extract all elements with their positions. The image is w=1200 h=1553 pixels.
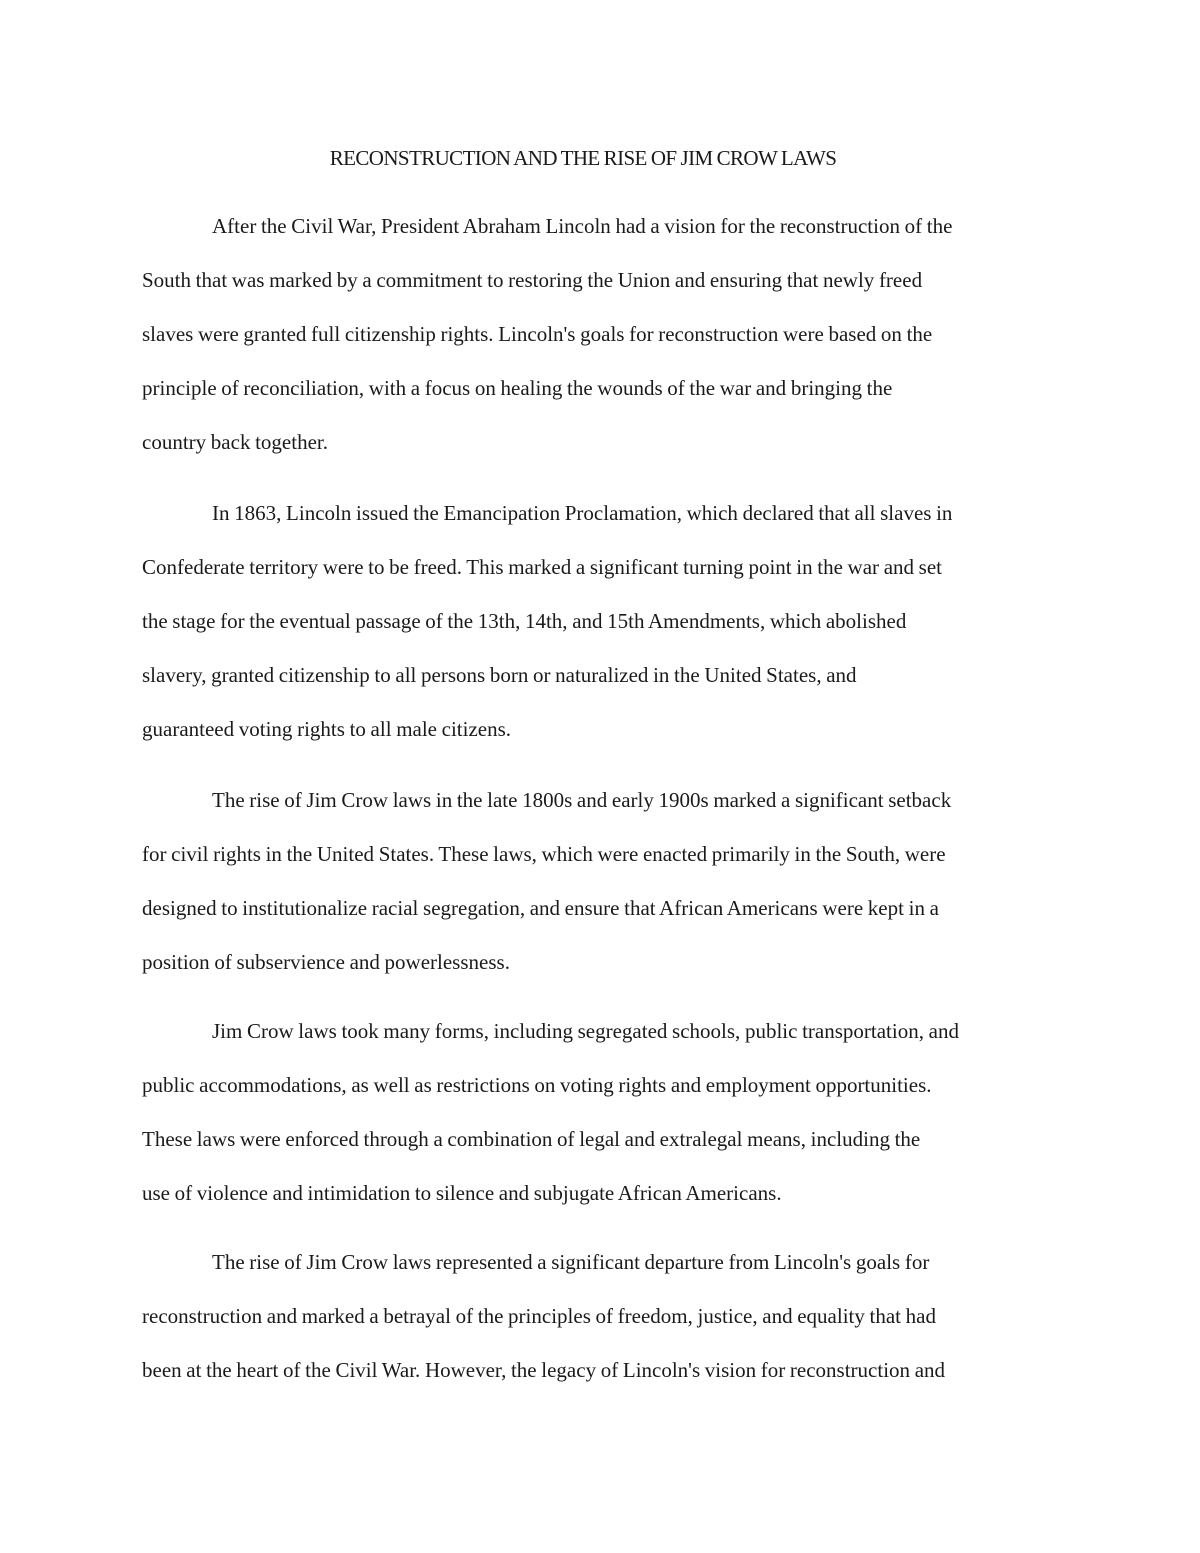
paragraph-1-line-1: After the Civil War, President Abraham Lincoln had a vision for the reconstruction of the (212, 214, 953, 238)
paragraph-4-line-1: Jim Crow laws took many forms, including segregated schools, public transportation, and (212, 1019, 959, 1043)
paragraph-2-line-5: guaranteed voting rights to all male citizens. (142, 717, 512, 741)
paragraph-4-line-3: These laws were enforced through a combination of legal and extralegal means, including the (142, 1127, 921, 1151)
paragraph-1-line-2: South that was marked by a commitment to restoring the Union and ensuring that newly freed (142, 268, 923, 292)
paragraph-4-line-4: use of violence and intimidation to silence and subjugate African Americans. (142, 1181, 782, 1205)
paragraph-3-line-3: designed to institutionalize racial segregation, and ensure that African Americans were kept in a (142, 896, 939, 920)
paragraph-1-line-4: principle of reconciliation, with a focus on healing the wounds of the war and bringing the (142, 376, 893, 400)
paragraph-5-line-2: reconstruction and marked a betrayal of the principles of freedom, justice, and equality that had (142, 1304, 936, 1328)
paragraph-5-line-1: The rise of Jim Crow laws represented a significant departure from Lincoln's goals for (212, 1250, 930, 1274)
paragraph-2-line-4: slavery, granted citizenship to all persons born or naturalized in the United States, and (142, 663, 857, 687)
paragraph-3-line-2: for civil rights in the United States. These laws, which were enacted primarily in the South, were (142, 842, 946, 866)
paragraph-1-line-5: country back together. (142, 430, 328, 454)
paragraph-2-line-1: In 1863, Lincoln issued the Emancipation Proclamation, which declared that all slaves in (212, 501, 953, 525)
paragraph-5-line-3: been at the heart of the Civil War. However, the legacy of Lincoln's vision for reconstruction and (142, 1358, 946, 1382)
paragraph-4-line-2: public accommodations, as well as restrictions on voting rights and employment opportunities. (142, 1073, 932, 1097)
paragraph-3-line-4: position of subservience and powerlessness. (142, 950, 510, 974)
paragraph-3-line-1: The rise of Jim Crow laws in the late 1800s and early 1900s marked a significant setback (212, 788, 952, 812)
paragraph-2-line-3: the stage for the eventual passage of the 13th, 14th, and 15th Amendments, which abolished (142, 609, 907, 633)
document-title: RECONSTRUCTION AND THE RISE OF JIM CROW LAWS (329, 146, 837, 170)
paragraph-1-line-3: slaves were granted full citizenship rights. Lincoln's goals for reconstruction were based on the (142, 322, 933, 346)
paragraph-2-line-2: Confederate territory were to be freed. This marked a significant turning point in the war and set (142, 555, 942, 579)
